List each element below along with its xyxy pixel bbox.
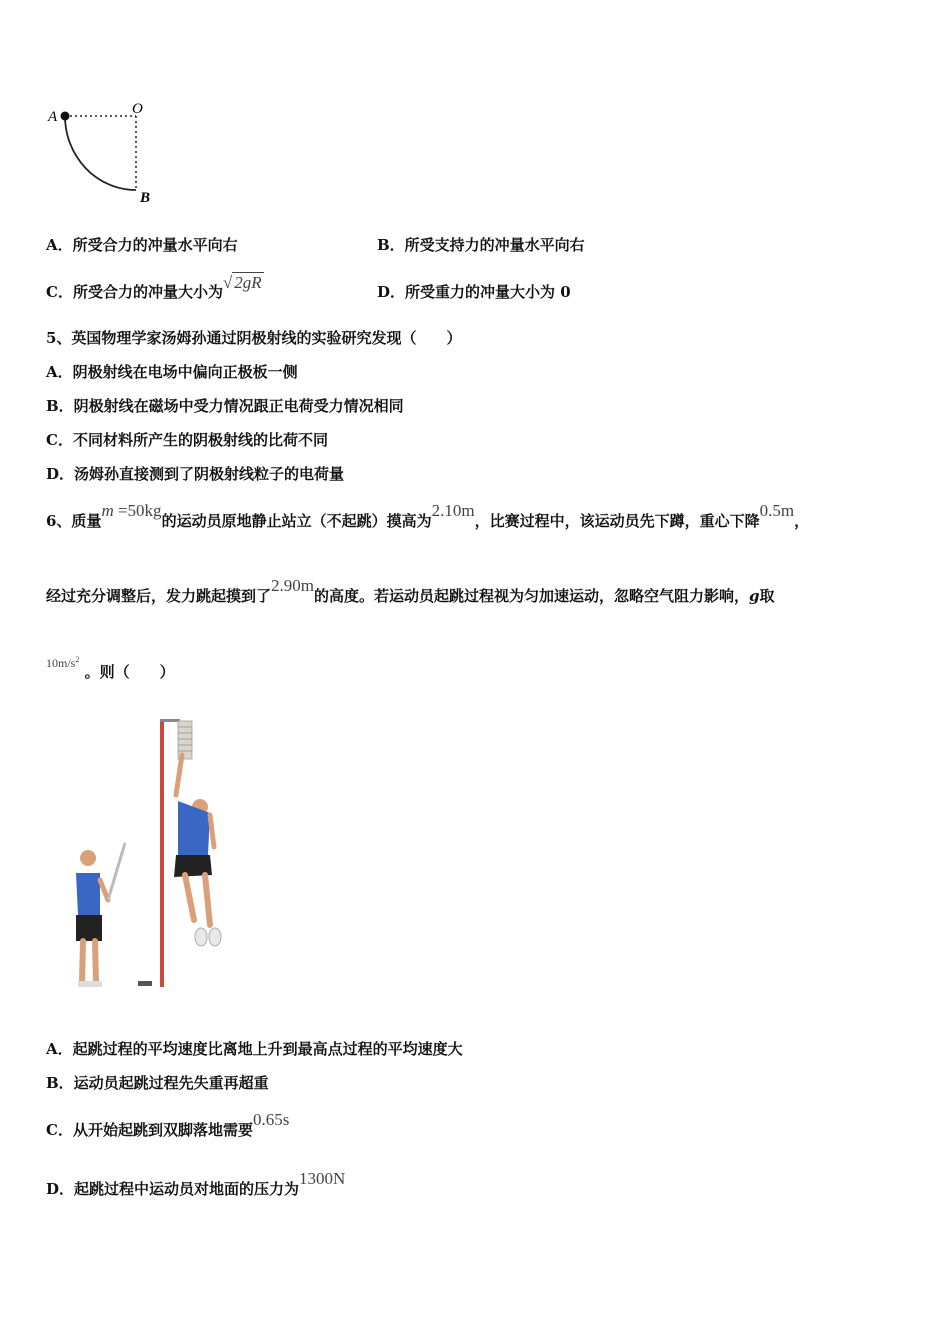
mass-value: =50kg — [117, 501, 162, 520]
q6-text: 经过充分调整后，发力跳起摸到了 — [46, 587, 272, 605]
q6-option-c — [46, 1110, 290, 1140]
label-o: O — [132, 101, 143, 117]
gravity-exponent: 2 — [75, 655, 80, 664]
standing-reach-height: 2.10m — [431, 501, 475, 520]
ball-point-a — [61, 112, 70, 121]
q6-option-c-text: C．从开始起跳到双脚落地需要 — [46, 1121, 253, 1139]
sqrt-radicand: 2gR — [234, 273, 262, 292]
gravity-var: g — [749, 587, 760, 605]
mass-var: m — [101, 501, 114, 520]
ground-force-value: 1300N — [299, 1169, 346, 1188]
jump-reach-height: 2.90m — [271, 576, 314, 595]
q6-text: 的运动员原地静止站立（不起跳）摸高为 — [161, 512, 432, 530]
q6-text: 。则（ ） — [84, 663, 175, 681]
q6-option-d — [46, 1169, 346, 1199]
q4-option-c — [46, 273, 264, 302]
q6-stem-line3 — [46, 655, 175, 683]
q6-text: 6、质量 — [46, 512, 102, 530]
label-b: B — [140, 190, 151, 206]
q5-stem: 5、英国物理学家汤姆孙通过阴极射线的实验研究发现（ ） — [46, 329, 462, 347]
q6-text: 取 — [759, 587, 775, 605]
gravity-value — [46, 656, 79, 670]
standing-athlete — [76, 843, 125, 987]
q6-stem-line1 — [46, 501, 810, 531]
pole-top-bar — [160, 719, 180, 722]
measuring-pole — [160, 719, 164, 987]
q5-option-c: C．不同材料所产生的阴极射线的比荷不同 — [46, 431, 328, 449]
q6-text: ， — [794, 512, 810, 530]
q4-option-d: D．所受重力的冲量大小为 0 — [377, 283, 571, 301]
q6-option-b: B．运动员起跳过程先失重再超重 — [46, 1074, 269, 1092]
quarter-arc-track — [65, 116, 136, 190]
sqrt-formula — [223, 273, 264, 293]
q6-text: 的高度。若运动员起跳过程视为匀加速运动，忽略空气阻力影响， — [314, 587, 750, 605]
jumping-athlete — [174, 755, 221, 946]
sqrt-sign-icon: √ — [222, 273, 233, 292]
label-a: A — [48, 109, 58, 125]
q4-option-a: A．所受合力的冲量水平向右 — [46, 236, 238, 254]
q6-mass — [101, 501, 161, 520]
q6-option-d-text: D．起跳过程中运动员对地面的压力为 — [46, 1180, 300, 1198]
q6-option-a: A．起跳过程的平均速度比离地上升到最高点过程的平均速度大 — [46, 1040, 463, 1058]
reach-vanes — [178, 721, 192, 759]
q4-option-b: B．所受支持力的冲量水平向右 — [377, 236, 585, 254]
total-time-value: 0.65s — [252, 1110, 290, 1129]
squat-drop: 0.5m — [759, 501, 795, 520]
q5-option-a: A．阴极射线在电场中偏向正极板一侧 — [46, 363, 298, 381]
q6-stem-line2 — [46, 576, 775, 606]
jump-reach-illustration — [70, 715, 230, 990]
q5-option-d: D．汤姆孙直接测到了阴极射线粒子的电荷量 — [46, 465, 345, 483]
q5-option-b: B．阴极射线在磁场中受力情况跟正电荷受力情况相同 — [46, 397, 404, 415]
quarter-circle-diagram — [40, 95, 180, 210]
q6-text: ，比赛过程中，该运动员先下蹲，重心下降 — [474, 512, 760, 530]
pole-base — [138, 981, 152, 986]
q4-option-c-text: C．所受合力的冲量大小为 — [46, 283, 223, 301]
gravity-value-number: 10m/s — [46, 656, 76, 670]
